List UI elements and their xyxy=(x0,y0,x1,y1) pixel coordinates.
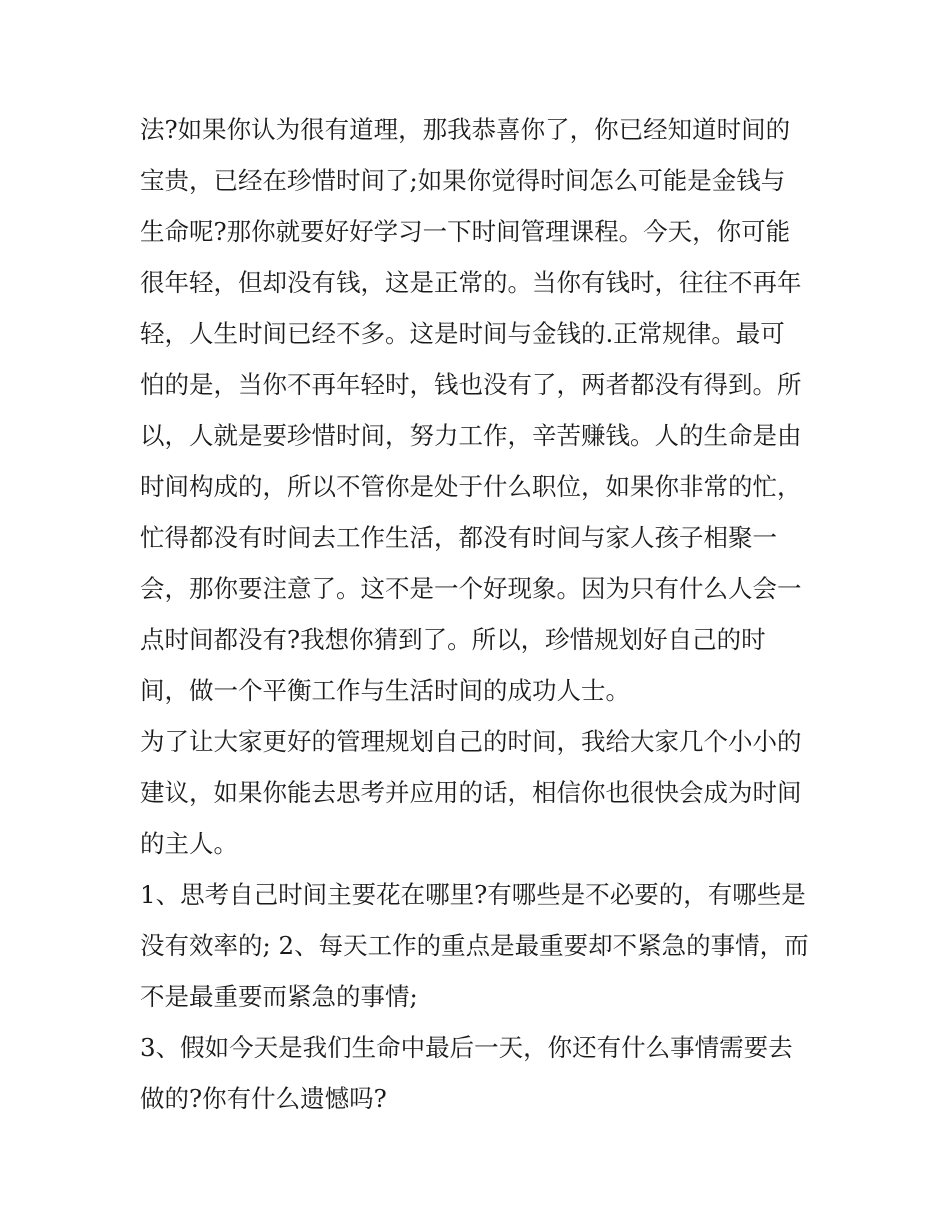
text-line: 法?如果你认为很有道理，那我恭喜你了，你已经知道时间的 xyxy=(140,115,791,144)
text-line: 时间构成的，所以不管你是处于什么职位，如果你非常的忙， xyxy=(140,472,802,501)
text-line: 轻，人生时间已经不多。这是时间与金钱的.正常规律。最可 xyxy=(140,319,785,348)
text-line: 以，人就是要珍惜时间，努力工作，辛苦赚钱。人的生命是由 xyxy=(140,421,802,450)
text-line: 的主人。 xyxy=(140,829,238,858)
text-line: 很年轻，但却没有钱，这是正常的。当你有钱时，往往不再年 xyxy=(140,268,802,297)
text-line: 1、思考自己时间主要花在哪里?有哪些是不必要的，有哪些是 xyxy=(140,880,806,909)
text-line: 生命呢?那你就要好好学习一下时间管理课程。今天，你可能 xyxy=(140,217,791,246)
text-line: 3、假如今天是我们生命中最后一天，你还有什么事情需要去 xyxy=(140,1033,793,1062)
text-line: 不是最重要而紧急的事情; xyxy=(140,982,418,1011)
text-line: 间，做一个平衡工作与生活时间的成功人士。 xyxy=(140,676,630,705)
text-line: 为了让大家更好的管理规划自己的时间，我给大家几个小小的 xyxy=(140,727,802,756)
text-line: 会，那你要注意了。这不是一个好现象。因为只有什么人会一 xyxy=(140,574,802,603)
text-line: 点时间都没有?我想你猜到了。所以，珍惜规划好自己的时 xyxy=(140,625,766,654)
text-line: 建议，如果你能去思考并应用的话，相信你也很快会成为时间 xyxy=(140,778,802,807)
text-line: 做的?你有什么遗憾吗? xyxy=(140,1084,387,1113)
text-line: 没有效率的; 2、每天工作的重点是最重要却不紧急的事情，而 xyxy=(140,931,809,960)
text-line: 怕的是，当你不再年轻时，钱也没有了，两者都没有得到。所 xyxy=(140,370,802,399)
body-text xyxy=(140,104,830,1124)
text-line: 宝贵，已经在珍惜时间了;如果你觉得时间怎么可能是金钱与 xyxy=(140,166,786,195)
text-line: 忙得都没有时间去工作生活，都没有时间与家人孩子相聚一 xyxy=(140,523,777,552)
